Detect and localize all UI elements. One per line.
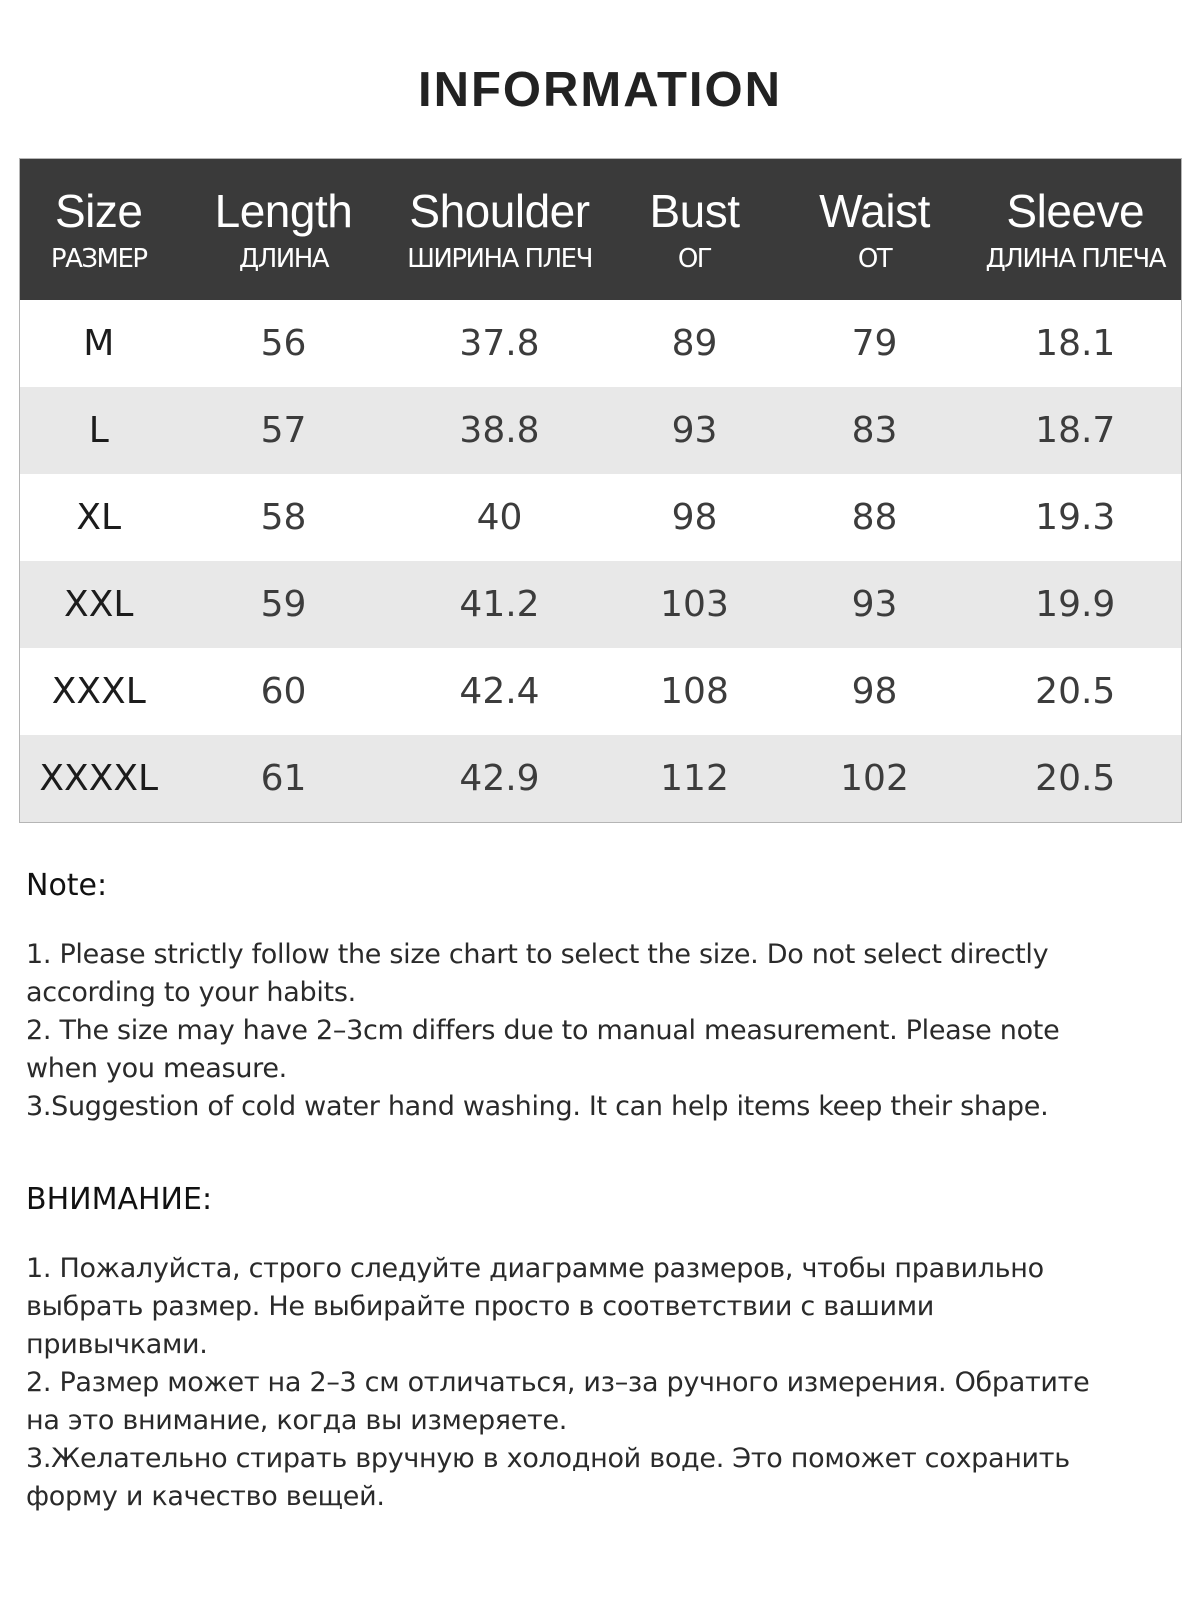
size-cell: XL	[76, 496, 122, 538]
size-cell: XXXXL	[39, 757, 159, 799]
length-cell: 56	[260, 322, 307, 364]
header-label-ru: ДЛИНА	[238, 244, 329, 275]
bust-cell: 103	[660, 583, 729, 625]
note-heading: Note:	[26, 868, 108, 903]
note-line: привычками.	[26, 1329, 208, 1360]
size-cell: XXXL	[51, 670, 146, 712]
sleeve-cell: 18.7	[1035, 409, 1116, 451]
waist-cell: 98	[851, 670, 898, 712]
note-line: форму и качество вещей.	[26, 1481, 385, 1512]
header-label-en: Bust	[649, 185, 740, 238]
length-cell: 59	[260, 583, 307, 625]
note-line: 1. Пожалуйста, строго следуйте диаграмме размеров, чтобы правильно	[26, 1253, 1044, 1284]
waist-cell: 88	[851, 496, 898, 538]
note-line: when you measure.	[26, 1053, 287, 1084]
size-cell: XXL	[64, 583, 134, 625]
note-line: 1. Please strictly follow the size chart to select the size. Do not select directly	[26, 939, 1049, 970]
length-cell: 60	[260, 670, 307, 712]
bust-cell: 112	[660, 757, 729, 799]
header-waist	[780, 159, 970, 300]
waist-cell: 102	[840, 757, 909, 799]
shoulder-cell: 37.8	[459, 322, 540, 364]
header-bust	[610, 159, 780, 300]
header-label-en: Waist	[819, 185, 930, 238]
table-header-row	[20, 159, 1182, 300]
note-section-en	[26, 866, 1176, 1126]
bust-cell: 89	[671, 322, 718, 364]
note-line: на это внимание, когда вы измеряете.	[26, 1405, 568, 1436]
sleeve-cell: 20.5	[1035, 670, 1116, 712]
table-row	[20, 300, 1182, 387]
header-label-ru: ШИРИНА ПЛЕЧ	[407, 244, 592, 275]
note-line: 2. The size may have 2–3cm differs due to manual measurement. Please note	[26, 1015, 1060, 1046]
note-line: выбрать размер. Не выбирайте просто в соответствии с вашими	[26, 1291, 935, 1322]
header-label-ru: РАЗМЕР	[50, 244, 147, 275]
note-heading: ВНИМАНИЕ:	[26, 1182, 213, 1217]
header-length	[178, 159, 390, 300]
page-title: INFORMATION	[417, 63, 783, 117]
shoulder-cell: 40	[476, 496, 523, 538]
header-sleeve	[970, 159, 1182, 300]
sleeve-cell: 18.1	[1035, 322, 1116, 364]
shoulder-cell: 42.9	[459, 757, 540, 799]
header-label-en: Length	[214, 185, 353, 238]
length-cell: 58	[260, 496, 307, 538]
waist-cell: 79	[851, 322, 898, 364]
waist-cell: 83	[851, 409, 898, 451]
header-label-ru: ОГ	[677, 244, 712, 275]
header-label-ru: ДЛИНА ПЛЕЧА	[985, 244, 1166, 275]
header-shoulder	[390, 159, 610, 300]
bust-cell: 108	[660, 670, 729, 712]
sleeve-cell: 19.3	[1035, 496, 1116, 538]
shoulder-cell: 42.4	[459, 670, 540, 712]
header-label-ru: ОТ	[857, 244, 892, 275]
header-label-en: Size	[55, 185, 143, 238]
table-row	[20, 474, 1182, 561]
note-section-ru	[26, 1180, 1176, 1516]
size-cell: L	[88, 409, 109, 451]
header-label-en: Sleeve	[1006, 185, 1145, 238]
table-row	[20, 387, 1182, 474]
waist-cell: 93	[851, 583, 898, 625]
header-label-en: Shoulder	[409, 185, 590, 238]
table-row	[20, 648, 1182, 735]
length-cell: 57	[260, 409, 307, 451]
length-cell: 61	[260, 757, 307, 799]
note-line: 3.Желательно стирать вручную в холодной воде. Это поможет сохранить	[26, 1443, 1070, 1474]
shoulder-cell: 38.8	[459, 409, 540, 451]
note-line: according to your habits.	[26, 977, 356, 1008]
table-row	[20, 561, 1182, 648]
header-size	[20, 159, 178, 300]
sleeve-cell: 20.5	[1035, 757, 1116, 799]
note-line: 3.Suggestion of cold water hand washing. It can help items keep their shape.	[26, 1091, 1049, 1122]
note-line: 2. Размер может на 2–3 см отличаться, из–за ручного измерения. Обратите	[26, 1367, 1090, 1398]
bust-cell: 98	[671, 496, 718, 538]
shoulder-cell: 41.2	[459, 583, 540, 625]
table-row	[20, 735, 1182, 823]
bust-cell: 93	[671, 409, 718, 451]
sleeve-cell: 19.9	[1035, 583, 1116, 625]
size-chart-table	[19, 158, 1182, 823]
size-cell: M	[83, 322, 115, 364]
